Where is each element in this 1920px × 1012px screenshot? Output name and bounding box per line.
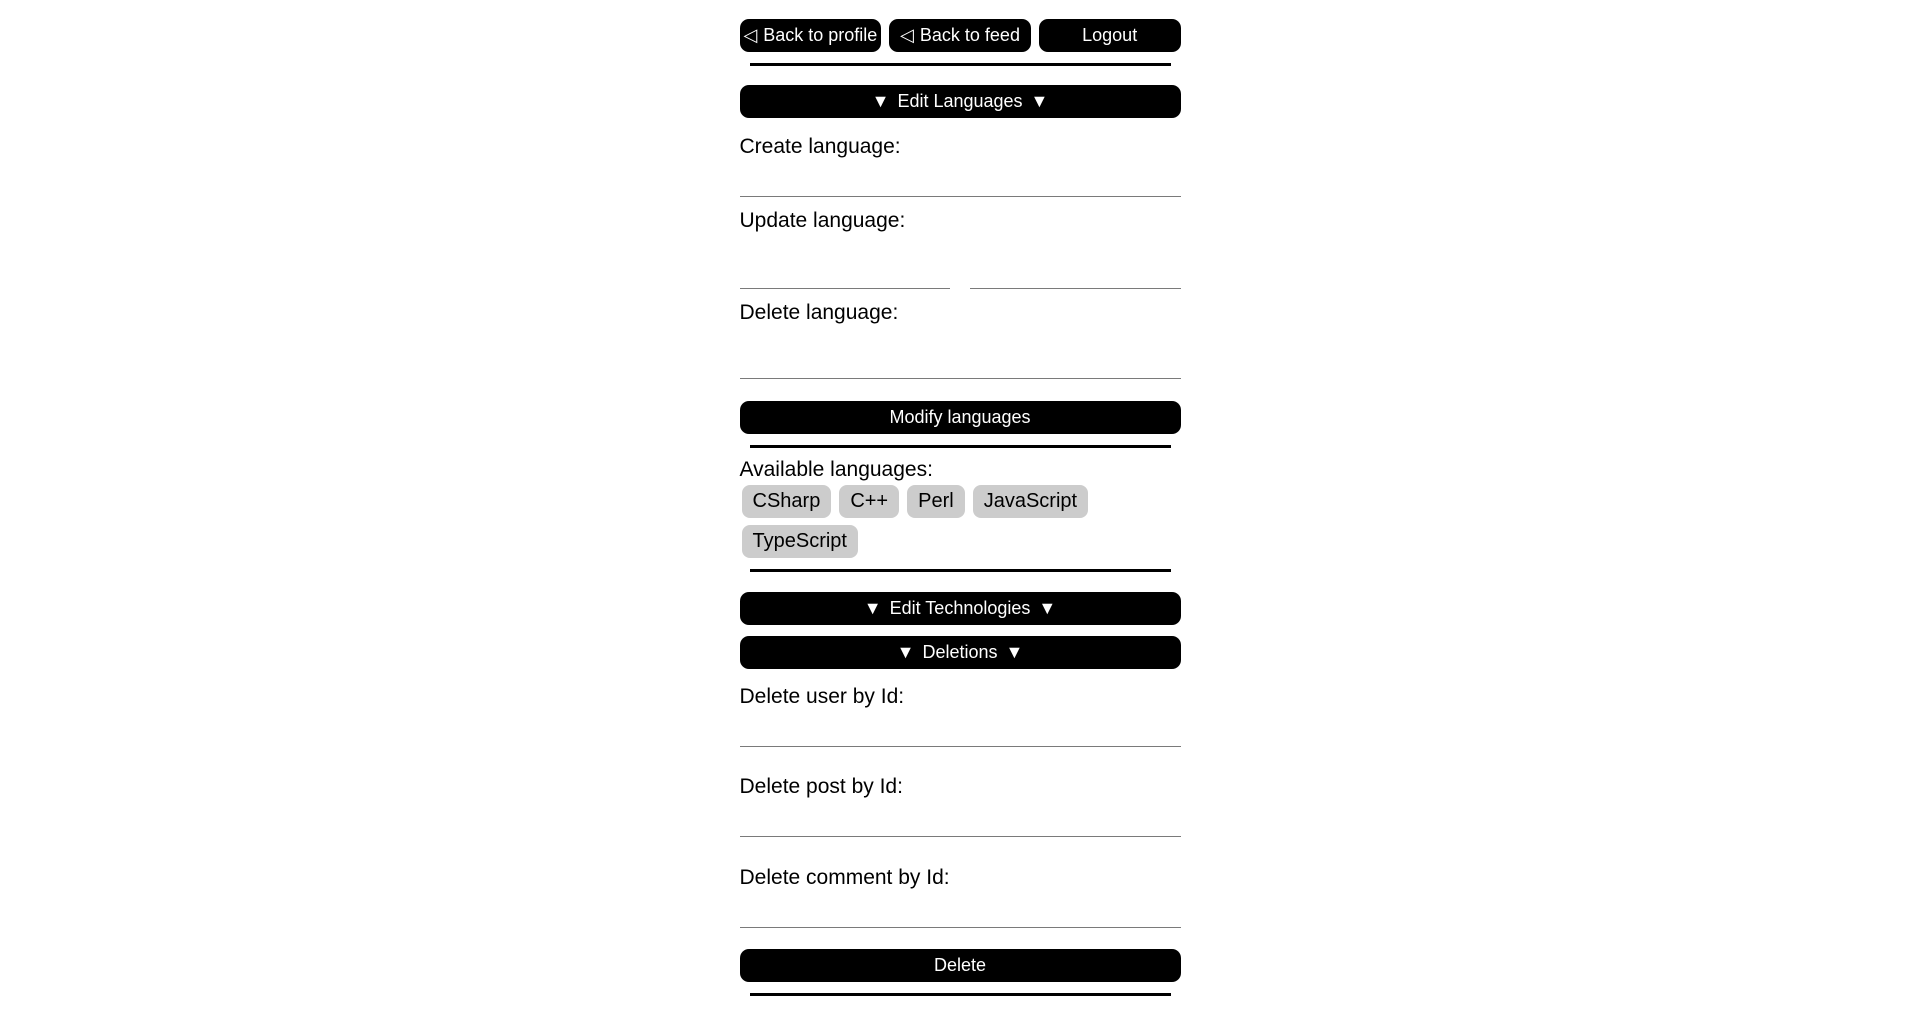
deletions-toggle[interactable] — [740, 636, 1181, 669]
language-chip-perl[interactable]: Perl — [907, 485, 965, 518]
triangle-down-icon: ▼ — [1030, 91, 1049, 111]
create-language-input[interactable] — [740, 159, 1181, 197]
logout-button[interactable] — [1039, 19, 1181, 52]
update-language-row — [740, 251, 1181, 289]
edit-technologies-toggle[interactable] — [740, 592, 1181, 625]
back-to-profile-button[interactable] — [740, 19, 882, 52]
language-chip-cpp[interactable]: C++ — [839, 485, 899, 518]
triangle-down-icon: ▼ — [896, 642, 915, 662]
triangle-down-icon: ▼ — [863, 598, 882, 618]
top-nav — [740, 19, 1181, 52]
delete-post-id-label: Delete post by Id: — [739, 775, 903, 798]
divider — [750, 63, 1171, 66]
language-chip-csharp[interactable]: CSharp — [742, 485, 832, 518]
edit-technologies-toggle-label: Edit Technologies — [889, 598, 1031, 618]
edit-languages-toggle-label: Edit Languages — [897, 91, 1023, 111]
create-language-label: Create language: — [739, 135, 901, 158]
delete-post-id-input[interactable] — [740, 799, 1181, 837]
available-languages-label: Available languages: — [739, 458, 933, 481]
delete-language-input[interactable] — [740, 341, 1181, 379]
triangle-down-icon: ▼ — [1038, 598, 1057, 618]
delete-comment-id-label: Delete comment by Id: — [739, 866, 950, 889]
delete-button[interactable] — [740, 949, 1181, 982]
logout-label: Logout — [1082, 25, 1138, 45]
edit-languages-toggle[interactable] — [740, 85, 1181, 118]
back-to-profile-label: Back to profile — [763, 25, 878, 45]
language-chip-javascript[interactable]: JavaScript — [973, 485, 1088, 518]
divider — [750, 569, 1171, 572]
modify-languages-button[interactable] — [740, 401, 1181, 434]
triangle-left-icon: ◁ — [743, 25, 758, 45]
triangle-down-icon: ▼ — [871, 91, 890, 111]
divider — [750, 993, 1171, 996]
delete-comment-id-input[interactable] — [740, 890, 1181, 928]
update-language-new-input[interactable] — [970, 251, 1181, 289]
back-to-feed-label: Back to feed — [919, 25, 1020, 45]
back-to-feed-button[interactable] — [889, 19, 1031, 52]
delete-language-label: Delete language: — [739, 301, 899, 324]
language-chip-typescript[interactable]: TypeScript — [742, 525, 858, 558]
admin-panel — [740, 0, 1181, 996]
update-language-old-input[interactable] — [740, 251, 951, 289]
triangle-left-icon: ◁ — [900, 25, 914, 45]
modify-languages-label: Modify languages — [889, 407, 1031, 427]
language-chip-list — [740, 485, 1181, 558]
delete-user-id-input[interactable] — [740, 709, 1181, 747]
triangle-down-icon: ▼ — [1005, 642, 1024, 662]
delete-user-id-label: Delete user by Id: — [739, 685, 905, 708]
delete-button-label: Delete — [933, 955, 987, 975]
deletions-toggle-label: Deletions — [922, 642, 998, 662]
divider — [750, 445, 1171, 448]
update-language-label: Update language: — [739, 209, 906, 232]
